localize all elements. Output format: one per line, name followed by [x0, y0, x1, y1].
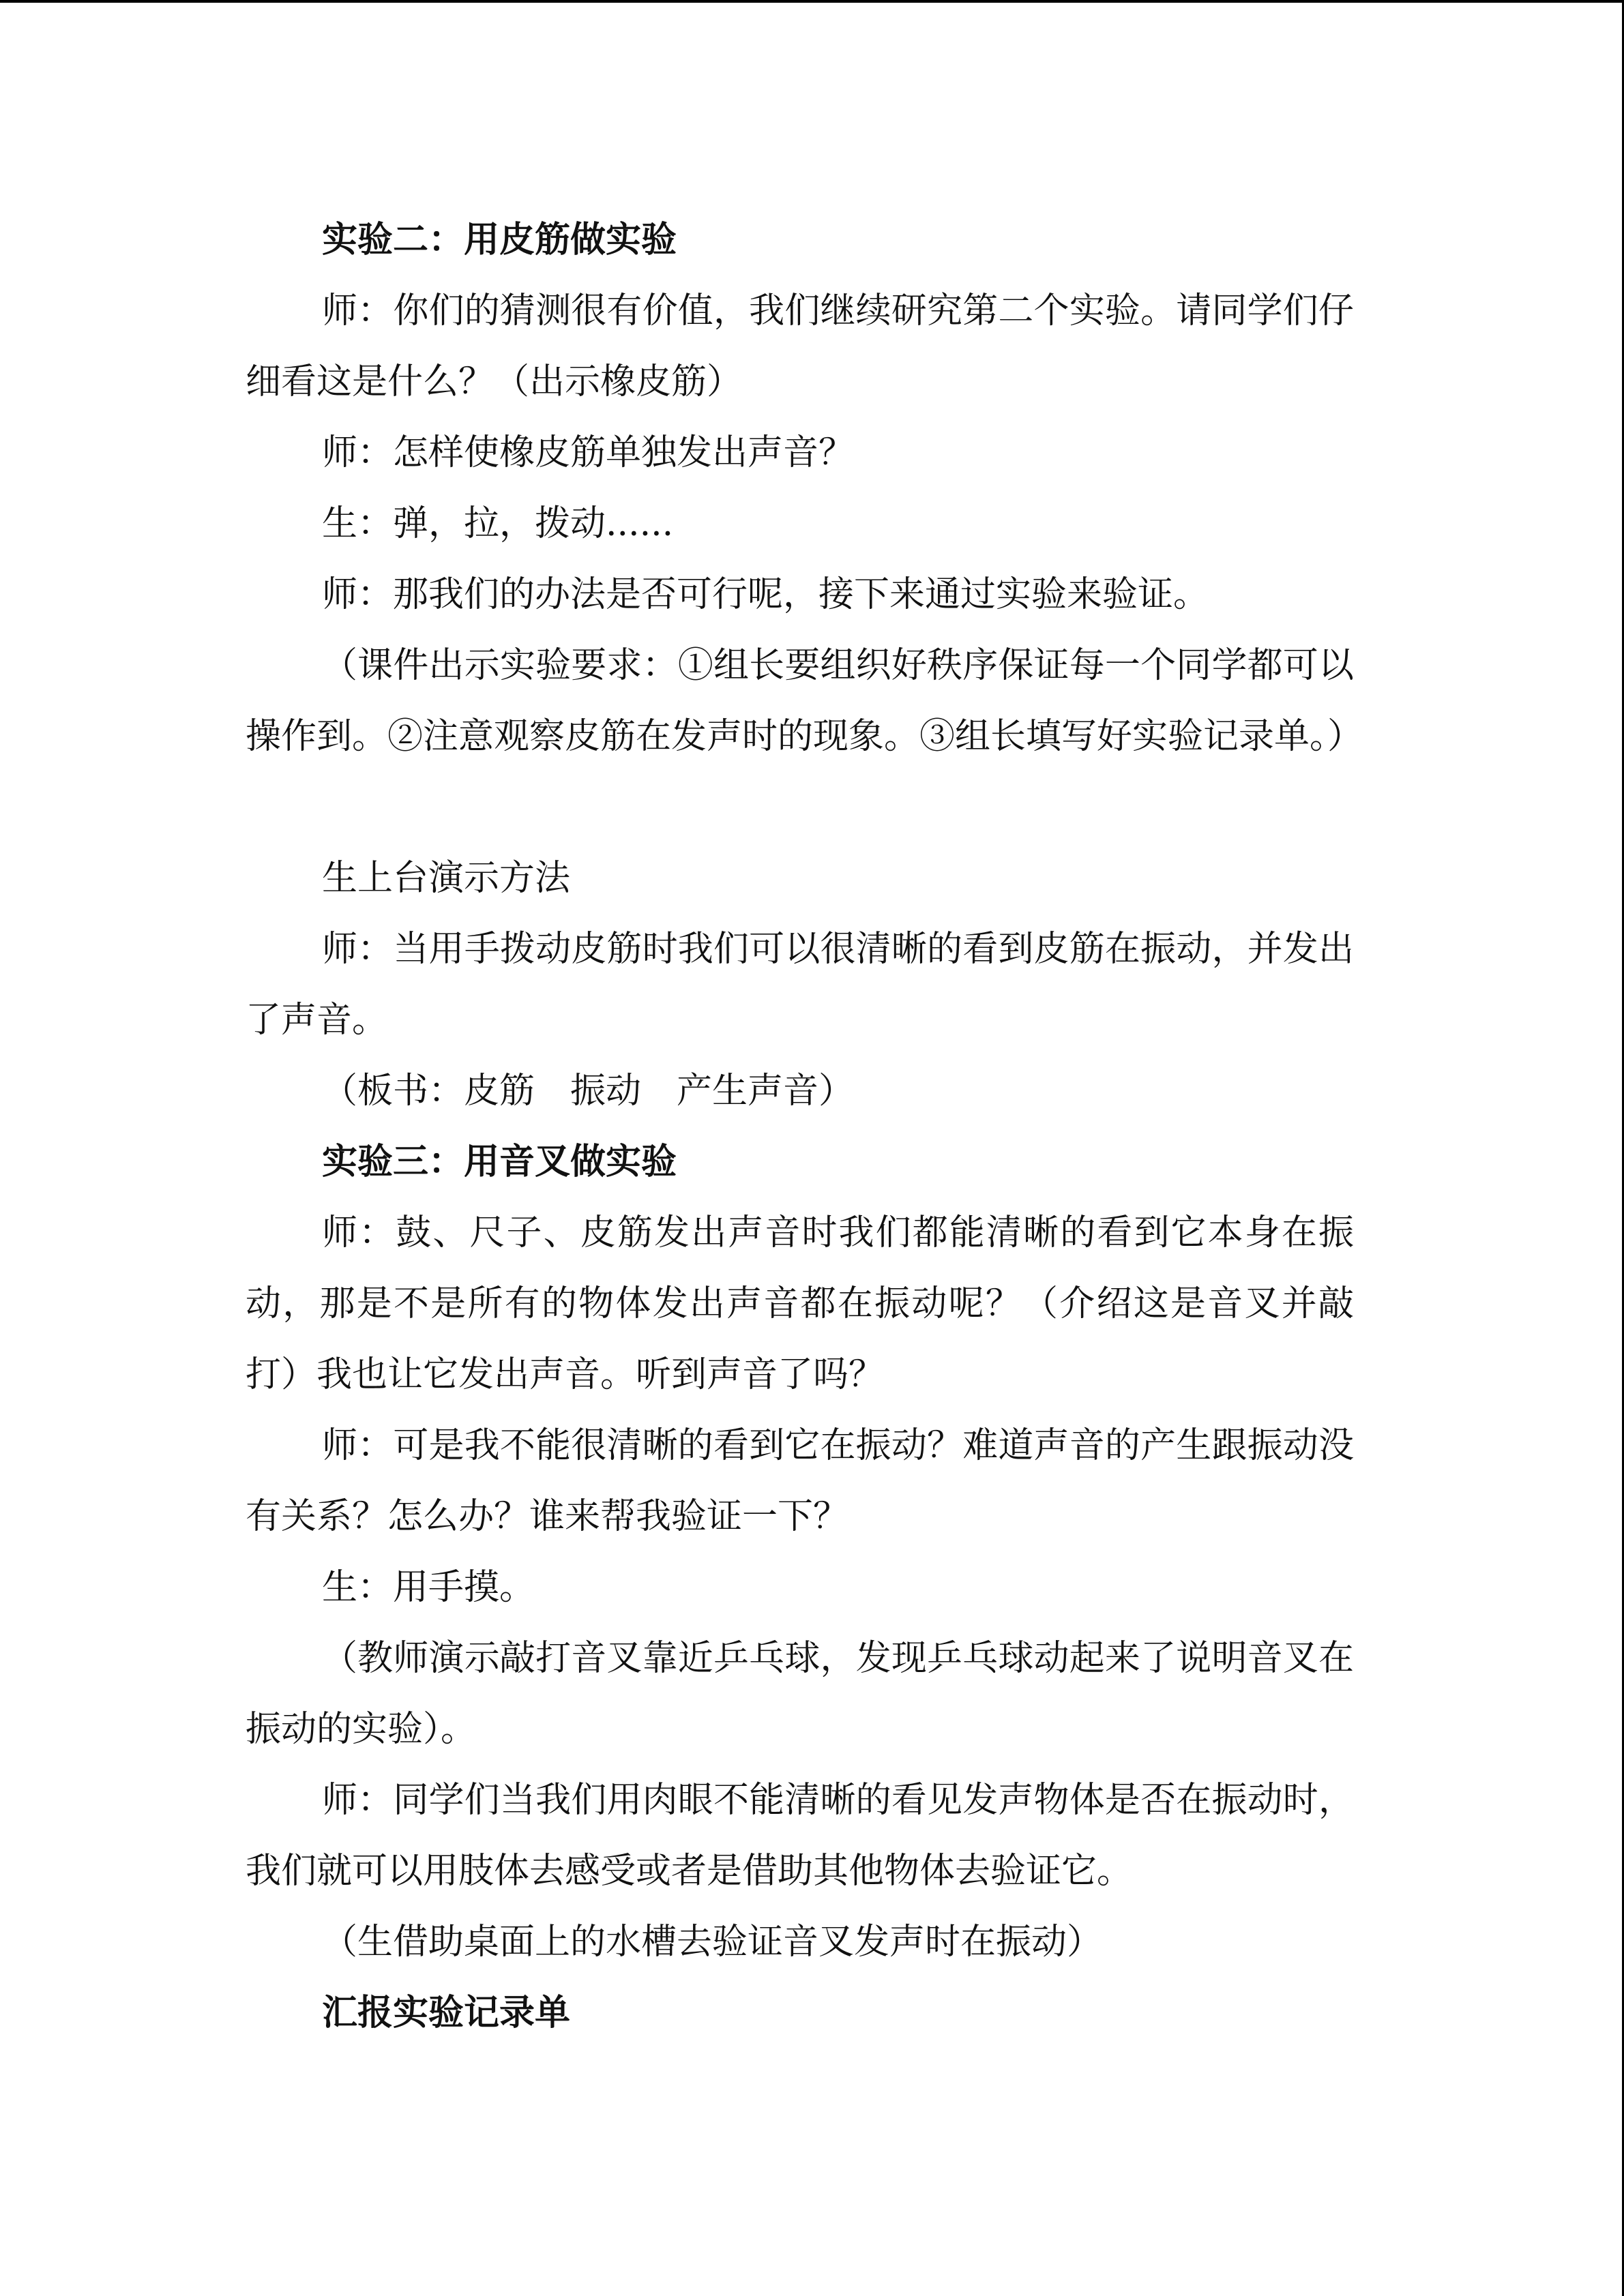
document-page	[246, 0, 1363, 2296]
paragraph-student-1: 生：弹，拉，拨动......	[322, 503, 674, 544]
paragraph-teacher-2: 师：怎样使橡皮筋单独发出声音？	[322, 432, 855, 473]
paragraph-requirements: （课件出示实验要求：①组长要组织好秩序保证每一个同学都可以操作到。②注意观察皮筋在发声时的现象。③组长填写好实验记录单。）	[246, 645, 1363, 757]
heading-experiment-three: 实验三：用音叉做实验	[322, 1141, 677, 1182]
paragraph-teacher-6: 师：可是我不能很清晰的看到它在振动？难道声音的产生跟振动没有关系？怎么办？谁来帮我验证一下？	[246, 1425, 1354, 1537]
paragraph-teacher-4: 师：当用手拨动皮筋时我们可以很清晰的看到皮筋在振动，并发出了声音。	[246, 929, 1354, 1041]
paragraph-board-note: （板书：皮筋 振动 产生声音）	[322, 1071, 855, 1112]
heading-experiment-two: 实验二：用皮筋做实验	[322, 219, 677, 260]
paragraph-teacher-5: 师：鼓、尺子、皮筋发出声音时我们都能清晰的看到它本身在振动，那是不是所有的物体发出声音都在振动呢？（介绍这是音叉并敲打）我也让它发出声音。听到声音了吗？	[246, 1212, 1354, 1395]
paragraph-teacher-7: 师：同学们当我们用肉眼不能清晰的看见发声物体是否在振动时，我们就可以用肢体去感受或者是借助其他物体去验证它。	[246, 1780, 1354, 1892]
heading-report: 汇报实验记录单	[322, 1992, 571, 2033]
paragraph-demo: 生上台演示方法	[322, 858, 571, 899]
paragraph-water-tank: （生借助桌面上的水槽去验证音叉发声时在振动）	[322, 1922, 1103, 1963]
paragraph-tuning-fork-demo: （教师演示敲打音叉靠近乒乓球，发现乒乓球动起来了说明音叉在振动的实验）。	[246, 1638, 1354, 1750]
paragraph-teacher-1: 师：你们的猜测很有价值，我们继续研究第二个实验。请同学们仔细看这是什么？（出示橡皮筋）	[246, 290, 1354, 402]
paragraph-teacher-3: 师：那我们的办法是否可行呢，接下来通过实验来验证。	[322, 574, 1209, 615]
paragraph-student-2: 生：用手摸。	[322, 1567, 535, 1608]
